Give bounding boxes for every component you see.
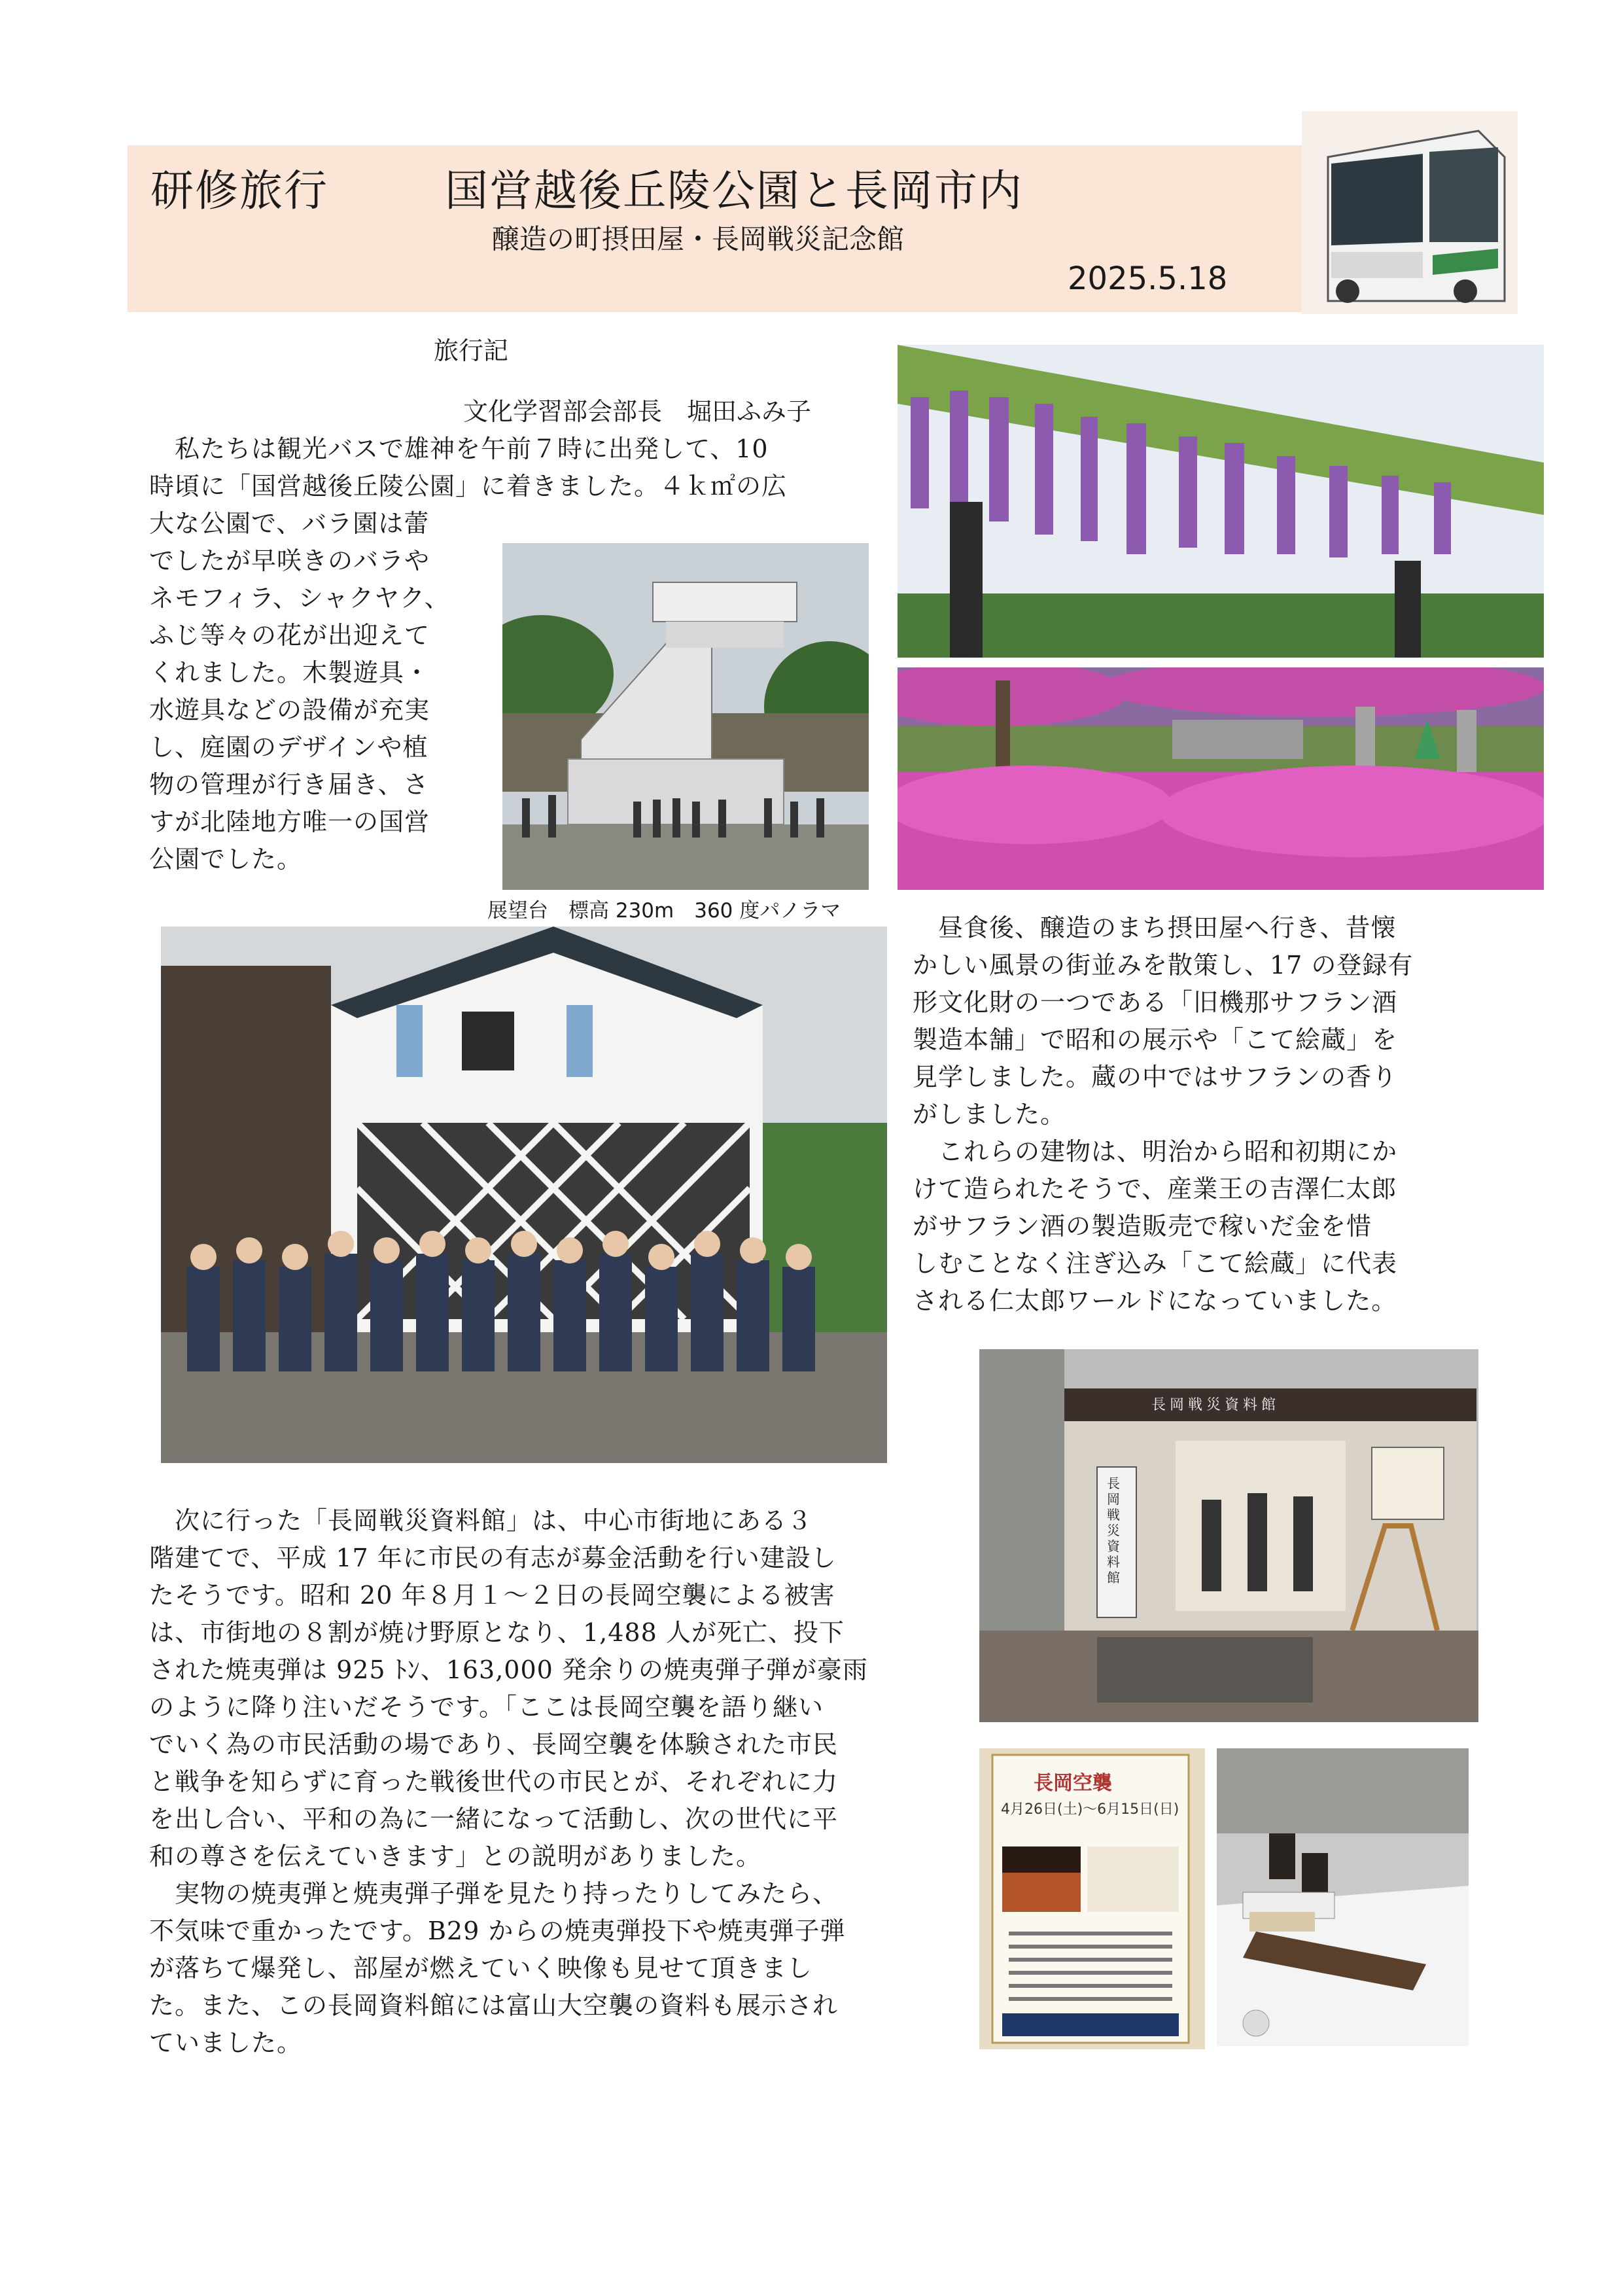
text-line: 時頃に「国営越後丘陵公園」に着きました。４ｋ㎡の広: [149, 472, 788, 501]
text-line: を出し合い、平和の為に一緒になって活動し、次の世代に平: [149, 1805, 839, 1833]
poster-dates: 4月26日(土)〜6月15日(日): [1001, 1801, 1179, 1818]
text-line: ふじ等々の花が出迎えて: [149, 621, 430, 650]
museum-banner-text: 長岡戦災資料館: [1107, 1475, 1120, 1585]
text-line: たそうです。昭和 20 年８月１～２日の長岡空襲による被害: [149, 1581, 835, 1610]
text-line: けて造られたそうで、産業王の吉澤仁太郎: [913, 1174, 1397, 1203]
text-line: 水遊具などの設備が充実: [149, 696, 430, 724]
text-line: 階建てで、平成 17 年に市民の有志が募金活動を行い建設し: [149, 1544, 837, 1572]
text-line: 大な公園で、バラ園は蕾: [149, 509, 430, 538]
group-photo: [161, 927, 887, 1463]
text-line: がしました。: [913, 1100, 1066, 1129]
text-line: 和の尊さを伝えていきます」との説明がありました。: [149, 1842, 762, 1871]
date: 2025.5.18: [1068, 260, 1228, 297]
text-line: は、市街地の８割が焼け野原となり、1,488 人が死亡、投下: [149, 1618, 845, 1647]
byline: 文化学習部会部長 堀田ふみ子: [463, 397, 812, 426]
observatory-caption: 展望台 標高 230m 360 度パノラマ: [487, 899, 841, 923]
title-destination: 国営越後丘陵公園と長岡市内: [445, 166, 1023, 216]
text-line: ていました。: [149, 2028, 303, 2057]
text-line: でしたが早咲きのバラや: [149, 546, 430, 575]
text-line: た。また、この長岡資料館には富山大空襲の資料も展示され: [149, 1991, 839, 2020]
text-line: 公園でした。: [149, 845, 303, 874]
observatory-photo: [502, 543, 869, 890]
subtitle: 醸造の町摂田屋・長岡戦災記念館: [492, 223, 905, 255]
paragraph-2: [913, 910, 1501, 1320]
text-line: が落ちて爆発し、部屋が燃えていく映像も見せて頂きまし: [149, 1954, 812, 1983]
text-line: すが北陸地方唯一の国営: [149, 807, 430, 836]
text-line: 不気味で重かったです。B29 からの焼夷弾投下や焼夷弾子弾: [149, 1916, 846, 1945]
text-line: 物の管理が行き届き、さ: [149, 770, 429, 799]
text-line: しむことなく注ぎ込み「こて絵蔵」に代表: [913, 1249, 1398, 1278]
text-line: 見学しました。蔵の中ではサフランの香り: [913, 1063, 1398, 1091]
text-line: くれました。木製遊具・: [149, 658, 430, 687]
text-line: 製造本舗」で昭和の展示や「こて絵蔵」を: [913, 1025, 1398, 1054]
article-heading: 旅行記: [434, 336, 509, 365]
paragraph-3: [149, 1502, 967, 2062]
artifacts-photo: [1217, 1748, 1469, 2046]
text-line: 私たちは観光バスで雄神を午前７時に出発して、10: [149, 434, 769, 463]
paragraph-1: [149, 431, 888, 505]
text-line: し、庭園のデザインや植: [149, 733, 428, 762]
paragraph-1-narrow: [149, 505, 496, 878]
text-line: ネモフィラ、シャクヤク、: [149, 584, 450, 612]
text-line: でいく為の市民活動の場であり、長岡空襲を体験された市民: [149, 1730, 839, 1759]
museum-sign-text: 長岡戦災資料館: [1151, 1397, 1280, 1413]
text-line: これらの建物は、明治から昭和初期にか: [913, 1137, 1398, 1166]
text-line: かしい風景の街並みを散策し、17 の登録有: [913, 951, 1414, 980]
text-line: された焼夷弾は 925 ﾄﾝ、163,000 発余りの焼夷弾子弾が豪雨: [149, 1655, 868, 1684]
text-line: と戦争を知らずに育った戦後世代の市民とが、それぞれに力: [149, 1767, 839, 1796]
wisteria-photo: [898, 345, 1544, 658]
poster-title: 長岡空襲: [1034, 1772, 1112, 1795]
text-line: のように降り注いだそうです。「ここは長岡空襲を語り継い: [149, 1693, 824, 1722]
title-trip: 研修旅行: [150, 166, 328, 216]
text-line: がサフラン酒の製造販売で稼いだ金を惜: [913, 1212, 1372, 1241]
azalea-photo: [898, 667, 1544, 890]
text-line: 実物の焼夷弾と焼夷弾子弾を見たり持ったりしてみたら、: [149, 1879, 839, 1908]
text-line: 形文化財の一つである「旧機那サフラン酒: [913, 988, 1398, 1017]
text-line: 昼食後、醸造のまち摂田屋へ行き、昔懐: [913, 913, 1397, 942]
text-line: 次に行った「長岡戦災資料館」は、中心市街地にある３: [149, 1506, 813, 1535]
bus-photo: [1302, 111, 1518, 314]
text-line: される仁太郎ワールドになっていました。: [913, 1286, 1397, 1315]
